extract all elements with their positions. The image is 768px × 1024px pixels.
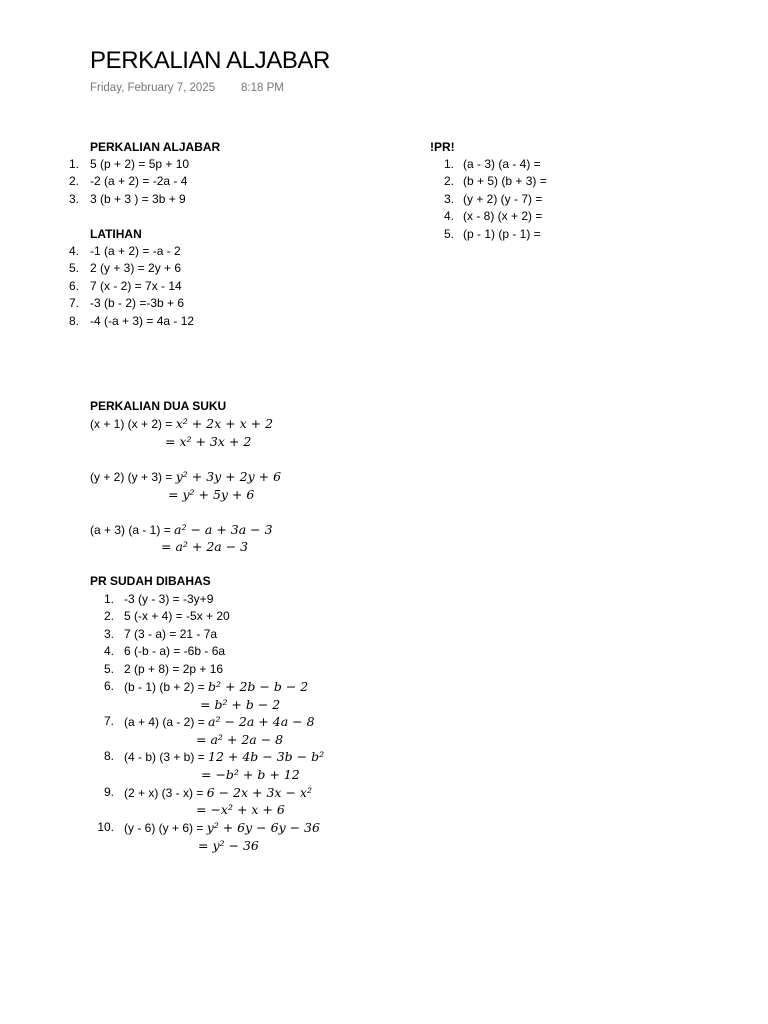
equation-rhs: b² + 2b − b − 2 [208,679,309,694]
equation-result: = −b² + b + 12 [201,767,300,782]
section-heading-pr-sudah-dibahas: PR SUDAH DIBAHAS [90,574,211,588]
list-item: -3 (y - 3) = -3y+9 [124,592,214,606]
list-item-number: 4. [443,209,454,223]
equation-lhs: (x + 1) (x + 2) = [90,417,176,431]
list-item-number: 8. [68,314,79,328]
list-item-number: 3. [443,192,454,206]
list-item-number: 2. [103,609,114,623]
list-item-number: 2. [443,174,454,188]
list-item: -4 (-a + 3) = 4a - 12 [90,314,195,328]
list-item: -1 (a + 2) = -a - 2 [90,244,181,258]
list-item: 5 (-x + 4) = -5x + 20 [124,609,230,623]
list-item: 3 (b + 3 ) = 3b + 9 [90,192,186,206]
list-item: (x - 8) (x + 2) = [463,209,543,223]
page-time: 8:18 PM [241,82,284,94]
list-item-number: 1. [68,157,79,171]
equation-result: = x² + 3x + 2 [165,434,252,449]
equation-line [124,819,320,837]
equation-rhs: y² + 6y − 6y − 36 [206,820,320,835]
equation-result: = y² + 5y + 6 [168,487,255,502]
list-item: 2 (y + 3) = 2y + 6 [90,261,182,275]
equation-rhs: 6 − 2x + 3x − x² [206,785,312,800]
list-item: (b + 5) (b + 3) = [463,174,547,188]
list-item-number: 6. [103,679,114,693]
list-item: 7 (x - 2) = 7x - 14 [90,279,182,293]
list-item: 7 (3 - a) = 21 - 7a [124,627,218,641]
list-item-number: 5. [443,227,454,241]
equation-rhs: a² − 2a + 4a − 8 [208,714,315,729]
list-item-number: 5. [103,662,114,676]
equation-result: = a² + 2a − 8 [196,732,284,747]
section-heading-latihan: LATIHAN [90,227,142,241]
equation-line [90,521,273,539]
equation-line [90,415,273,433]
list-item-number: 4. [68,244,79,258]
list-item: (y + 2) (y - 7) = [463,192,543,206]
equation-lhs: (4 - b) (3 + b) = [124,750,209,764]
list-item: (p - 1) (p - 1) = [463,227,541,241]
equation-lhs: (2 + x) (3 - x) = [124,786,207,800]
equation-rhs: 12 + 4b − 3b − b² [208,749,325,764]
equation-result: = a² + 2a − 3 [161,539,249,554]
list-item-number: 10. [97,820,114,834]
list-item-number: 5. [68,261,79,275]
list-item-number: 1. [103,592,114,606]
list-item: 6 (-b - a) = -6b - 6a [124,644,226,658]
list-item: 5 (p + 2) = 5p + 10 [90,157,190,171]
list-item: 2 (p + 8) = 2p + 16 [124,662,224,676]
equation-result: = b² + b − 2 [200,697,281,712]
equation-line [124,678,308,696]
list-item: (a - 3) (a - 4) = [463,157,541,171]
equation-line [90,468,281,486]
page-date: Friday, February 7, 2025 [90,82,216,94]
equation-lhs: (b - 1) (b + 2) = [124,680,209,694]
list-item-number: 3. [68,192,79,206]
list-item-number: 3. [103,627,114,641]
equation-rhs: y² + 3y + 2y + 6 [175,469,282,484]
list-item-number: 1. [443,157,454,171]
equation-lhs: (a + 3) (a - 1) = [90,523,175,537]
list-item-number: 6. [68,279,79,293]
list-item-number: 2. [68,174,79,188]
equation-rhs: a² − a + 3a − 3 [174,522,273,537]
page-title: PERKALIAN ALJABAR [90,47,330,74]
equation-line [124,784,312,802]
section-heading-perkalian-dua-suku: PERKALIAN DUA SUKU [90,399,227,413]
equation-result: = y² − 36 [198,838,259,853]
equation-line [124,713,315,731]
list-item-number: 7. [103,714,114,728]
list-item-number: 9. [103,785,114,799]
section-heading-perkalian-aljabar: PERKALIAN ALJABAR [90,140,221,154]
equation-line [124,748,324,766]
equation-lhs: (y - 6) (y + 6) = [124,821,207,835]
equation-lhs: (a + 4) (a - 2) = [124,715,209,729]
equation-lhs: (y + 2) (y + 3) = [90,470,176,484]
list-item-number: 7. [68,296,79,310]
list-item-number: 4. [103,644,114,658]
section-heading-pr: !PR! [430,140,455,154]
list-item: -2 (a + 2) = -2a - 4 [90,174,188,188]
equation-result: = −x² + x + 6 [196,802,285,817]
list-item: -3 (b - 2) =-3b + 6 [90,296,185,310]
list-item-number: 8. [103,749,114,763]
equation-rhs: x² + 2x + x + 2 [175,416,274,431]
